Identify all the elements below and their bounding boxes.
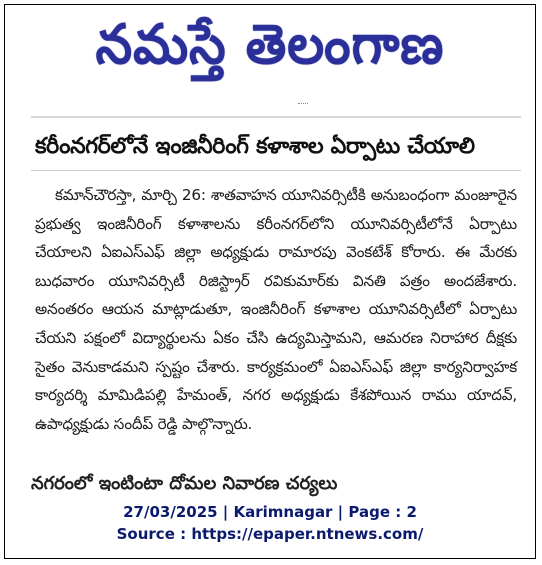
clipping-footer xyxy=(5,501,535,545)
next-article-cut-headline: నగరంలో ఇంటింటా దోమల నివారణ చర్యలు xyxy=(31,473,338,494)
news-article xyxy=(31,116,521,470)
article-headline: కరీంనగర్‌లోనే ఇంజినీరింగ్ కళాశాల ఏర్పాటు చేయాలి xyxy=(35,134,475,159)
masthead-logo: నమస్తే తెలంగాణ xyxy=(95,13,445,77)
headline-divider xyxy=(31,170,521,171)
footer-date-edition-page: 27/03/2025 | Karimnagar | Page : 2 xyxy=(123,503,417,521)
newspaper-masthead xyxy=(5,5,535,97)
masthead-divider xyxy=(298,103,308,106)
clipping-frame xyxy=(4,4,536,559)
footer-source: Source : https://epaper.ntnews.com/ xyxy=(116,525,424,543)
article-body: కమాన్‌చౌరస్తా, మార్చి 26: శాతవాహన యూనివర్సిటీకి అనుబంధంగా మంజూరైన ప్రభుత్వ ఇంజినీరింగ్ కళాశాలను కరీంనగర్‌లోని యూనివర్సిటీలోనే ఏర్పాటు చేయాలని ఏఐఎస్‌ఎఫ్ జిల్లా అధ్యక్షుడు రామారపు వెంకటేశ్ కోరారు. ఈ మేరకు బుధవారం యూనివర్సిటీ రిజిస్ట్రార్ రవికుమార్‌కు వినతి పత్రం అందజేశారు. అనంతరం ఆయన మాట్లాడుతూ, ఇంజినీరింగ్ కళాశాల యూనివర్సిటీలో ఏర్పాటు చేయని పక్షంలో విద్యార్థులను ఏకం చేసి ఉద్యమిస్తామని, ఆమరణ నిరాహార దీక్షకు సైతం వెనుకాడమని స్పష్టం చేశారు. కార్యక్రమంలో ఏఐఎస్‌ఎఫ్ జిల్లా కార్యనిర్వాహక కార్యదర్శి మామిడిపల్లి హేమంత్, నగర అధ్యక్షుడు కేశపోయిన రాము యాదవ్, ఉపాధ్యక్షుడు సందీప్ రెడ్డి పాల్గొన్నారు. xyxy=(35,186,517,433)
